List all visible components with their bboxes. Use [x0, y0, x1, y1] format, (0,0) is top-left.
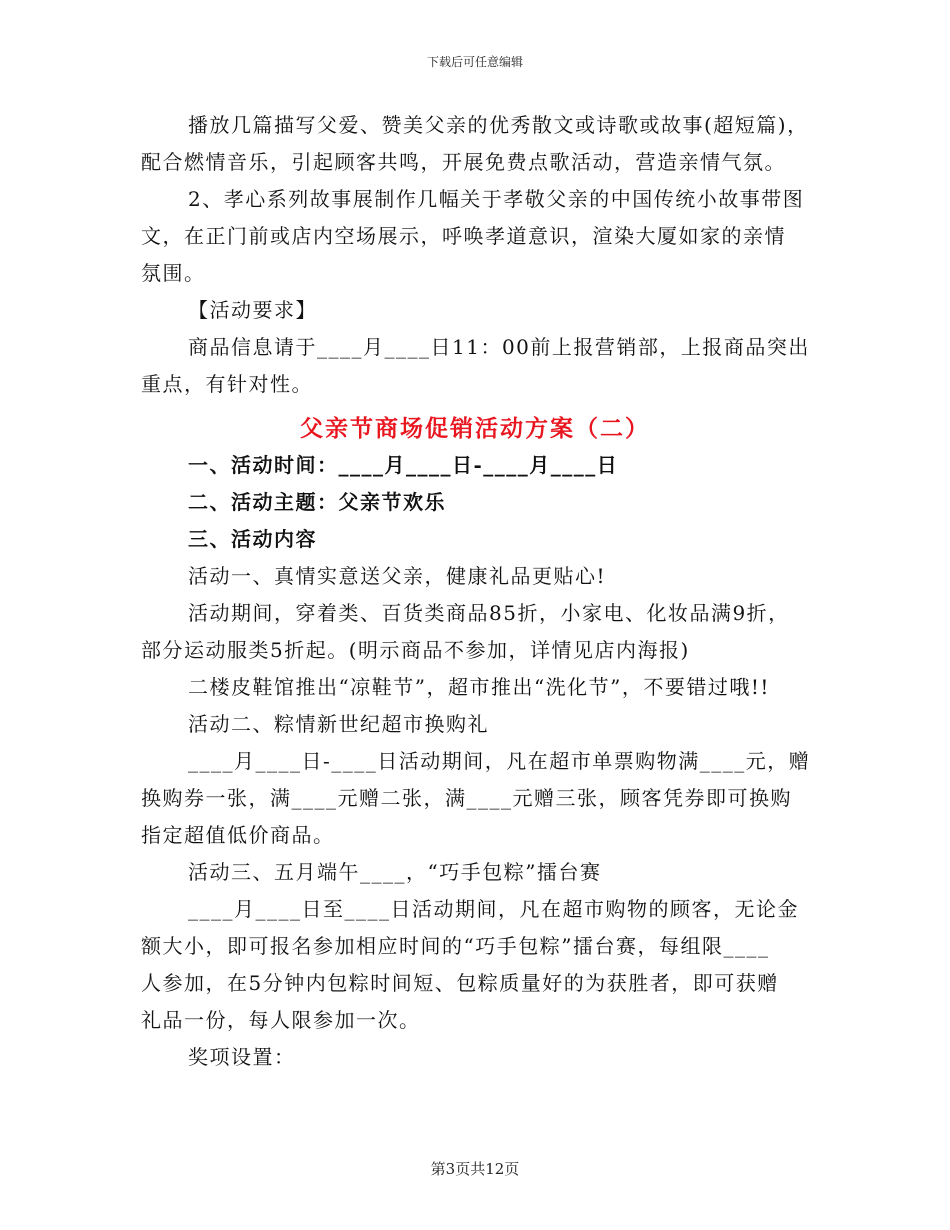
paragraph-line: 文，在正门前或店内空场展示，呼唤孝道意识，渲染大厦如家的亲情 — [141, 224, 786, 248]
heading-activity-content: 三、活动内容 — [188, 527, 317, 551]
paragraph-line: 换购券一张，满____元赠二张，满____元赠三张，顾客凭券即可换购 — [141, 786, 792, 810]
heading-activity-time: 一、活动时间：____月____日-____月____日 — [188, 453, 619, 477]
paragraph-line: 部分运动服类5折起。(明示商品不参加，详情见店内海报) — [141, 638, 690, 662]
activity-one-title: 活动一、真情实意送父亲，健康礼品更贴心! — [188, 564, 607, 588]
paragraph-line: 额大小，即可报名参加相应时间的“巧手包粽”擂台赛，每组限____ — [141, 934, 770, 958]
section-title: 父亲节商场促销活动方案（二） — [300, 415, 650, 442]
awards-heading: 奖项设置： — [188, 1045, 296, 1069]
paragraph-line: 播放几篇描写父爱、赞美父亲的优秀散文或诗歌或故事(超短篇)， — [188, 113, 809, 137]
paragraph-line: 氛围。 — [141, 261, 206, 285]
heading-activity-theme: 二、活动主题：父亲节欢乐 — [188, 490, 446, 514]
paragraph-line: 二楼皮鞋馆推出“凉鞋节”，超市推出“洗化节”，不要错过哦!! — [188, 675, 770, 699]
activity-two-title: 活动二、粽情新世纪超市换购礼 — [188, 712, 489, 736]
paragraph-line: 重点，有针对性。 — [141, 372, 313, 396]
paragraph-line: 礼品一份，每人限参加一次。 — [141, 1008, 421, 1032]
activity-three-title: 活动三、五月端午____，“巧手包粽”擂台赛 — [188, 860, 602, 884]
paragraph-line: ____月____日-____日活动期间，凡在超市单票购物满____元，赠 — [188, 749, 811, 773]
paragraph-line: 配合燃情音乐，引起顾客共鸣，开展免费点歌活动，营造亲情气氛。 — [141, 150, 786, 174]
paragraph-line: ____月____日至____日活动期间，凡在超市购物的顾客，无论金 — [188, 897, 799, 921]
page-header: 下载后可任意编辑 — [426, 55, 523, 69]
paragraph-line: 2、孝心系列故事展制作几幅关于孝敬父亲的中国传统小故事带图 — [188, 187, 805, 211]
paragraph-line: 指定超值低价商品。 — [141, 823, 335, 847]
paragraph-line: 商品信息请于____月____日11：00前上报营销部，上报商品突出 — [188, 335, 810, 359]
paragraph-line: 人参加，在5分钟内包粽时间短、包粽质量好的为获胜者，即可获赠 — [141, 971, 779, 995]
page-footer: 第3页共12页 — [430, 1160, 520, 1178]
requirements-heading: 【活动要求】 — [188, 298, 317, 322]
paragraph-line: 活动期间，穿着类、百货类商品85折，小家电、化妆品满9折， — [188, 601, 790, 625]
